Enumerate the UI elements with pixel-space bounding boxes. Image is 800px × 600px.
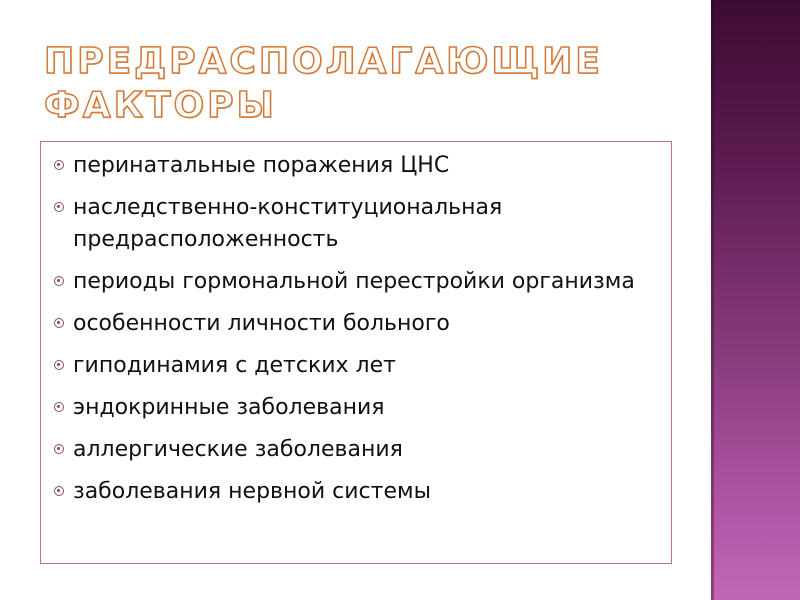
list-item-text: эндокринные заболевания	[73, 395, 385, 420]
circle-dot-icon	[54, 202, 64, 212]
circle-dot-icon	[54, 318, 64, 328]
list-item	[51, 308, 661, 340]
list-item-text: периоды гормональной перестройки организма	[73, 269, 635, 294]
circle-dot-icon	[54, 360, 64, 370]
slide-title-line-2: ФАКТОРЫ	[44, 85, 277, 126]
list-item-text: аллергические заболевания	[73, 437, 403, 462]
decorative-side-band	[711, 0, 800, 600]
list-item-text: наследственно-конституциональная предрасположенность	[73, 195, 503, 252]
list-item	[51, 192, 661, 256]
circle-dot-icon	[54, 160, 64, 170]
slide-title	[44, 40, 684, 128]
list-item	[51, 392, 661, 424]
bullet-list	[51, 150, 661, 518]
circle-dot-icon	[54, 276, 64, 286]
circle-dot-icon	[54, 444, 64, 454]
list-item	[51, 266, 661, 298]
list-item-text: заболевания нервной системы	[73, 479, 431, 504]
list-item-text: гиподинамия с детских лет	[73, 353, 396, 378]
list-item	[51, 434, 661, 466]
list-item-text: перинатальные поражения ЦНС	[73, 153, 450, 178]
content-box	[40, 141, 672, 564]
list-item-text: особенности личности больного	[73, 311, 450, 336]
slide-title-line-1: ПРЕДРАСПОЛАГАЮЩИЕ	[44, 41, 603, 82]
decorative-side-band-edge	[711, 0, 714, 600]
list-item	[51, 476, 661, 508]
circle-dot-icon	[54, 486, 64, 496]
list-item	[51, 150, 661, 182]
list-item	[51, 350, 661, 382]
circle-dot-icon	[54, 402, 64, 412]
